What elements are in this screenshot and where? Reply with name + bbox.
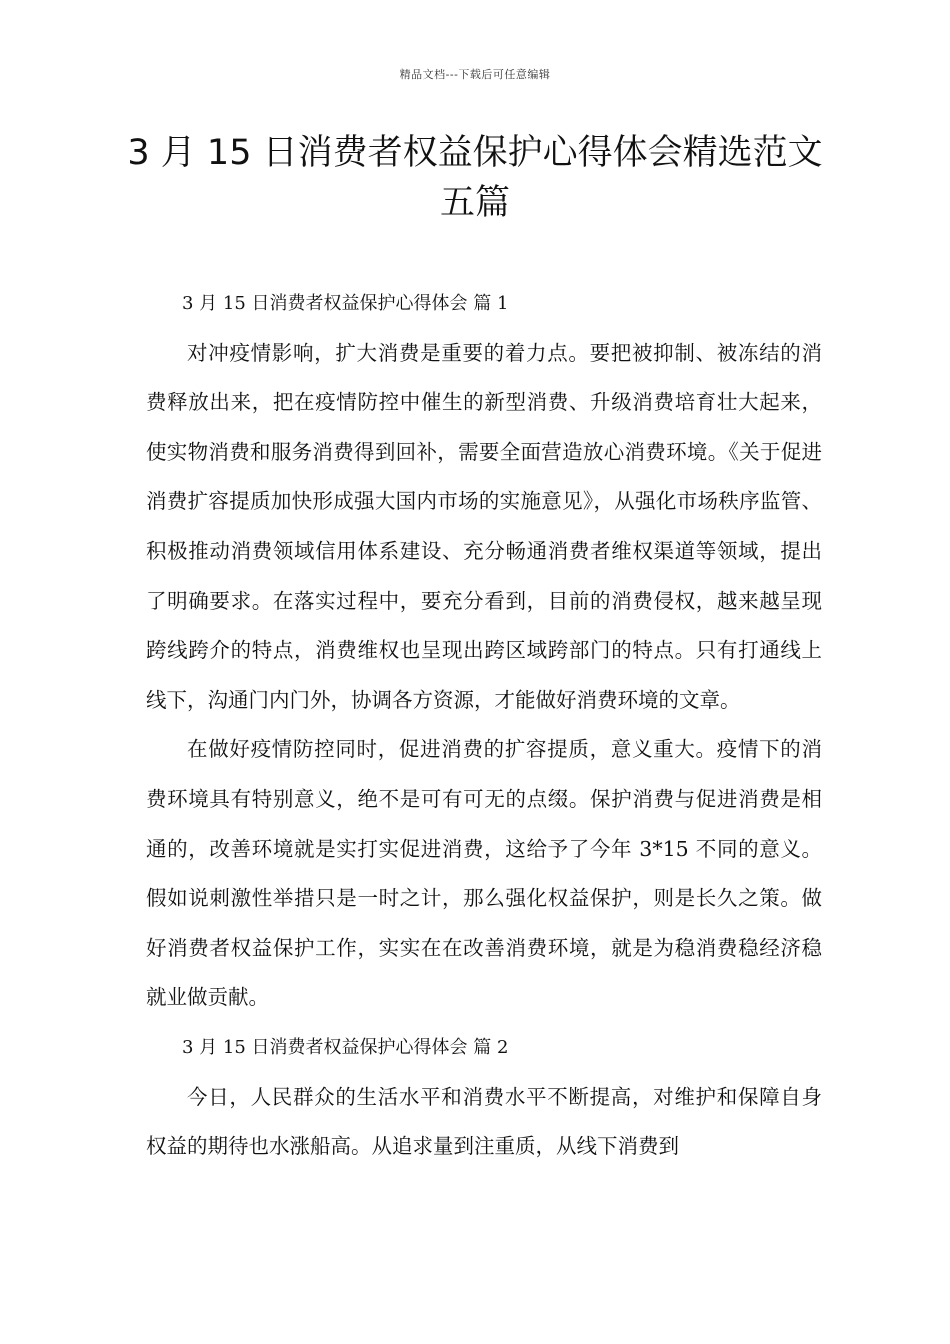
paragraph-1: 对冲疫情影响，扩大消费是重要的着力点。要把被抑制、被冻结的消费释放出来，把在疫情防控中催生的新型消费、升级消费培育壮大起来，使实物消费和服务消费得到回补，需要全面营造放心消费环境。《关于促进消费扩容提质加快形成强大国内市场的实施意见》，从强化市场秩序监管、积极推动消费领域信用体系建设、充分畅通消费者维权渠道等领域，提出了明确要求。在落实过程中，要充分看到，目前的消费侵权，越来越呈现跨线跨介的特点，消费维权也呈现出跨区域跨部门的特点。只有打通线上线下，沟通门内门外，协调各方资源，才能做好消费环境的文章。 <box>146 340 822 712</box>
section-heading-1: 3 月 15 日消费者权益保护心得体会 篇 1 <box>182 293 509 314</box>
paragraph-3: 今日，人民群众的生活水平和消费水平不断提高，对维护和保障自身权益的期待也水涨船高。从追求量到注重质，从线下消费到 <box>146 1084 822 1159</box>
header-note: 精品文档---下载后可任意编辑 <box>399 68 551 81</box>
document-body <box>146 279 822 1172</box>
document-title: 3 月 15 日消费者权益保护心得体会精选范文五篇 <box>127 133 823 223</box>
section-heading-2: 3 月 15 日消费者权益保护心得体会 篇 2 <box>182 1036 509 1058</box>
paragraph-2: 在做好疫情防控同时，促进消费的扩容提质，意义重大。疫情下的消费环境具有特别意义，绝不是可有可无的点缀。保护消费与促进消费是相通的，改善环境就是实打实促进消费，这给予了今年 3*15 不同的意义。假如说刺激性举措只是一时之计，那么强化权益保护，则是长久之策。做好消费者权益保护工作，实实在在改善消费环境，就是为稳消费稳经济稳就业做贡献。 <box>146 737 822 1010</box>
